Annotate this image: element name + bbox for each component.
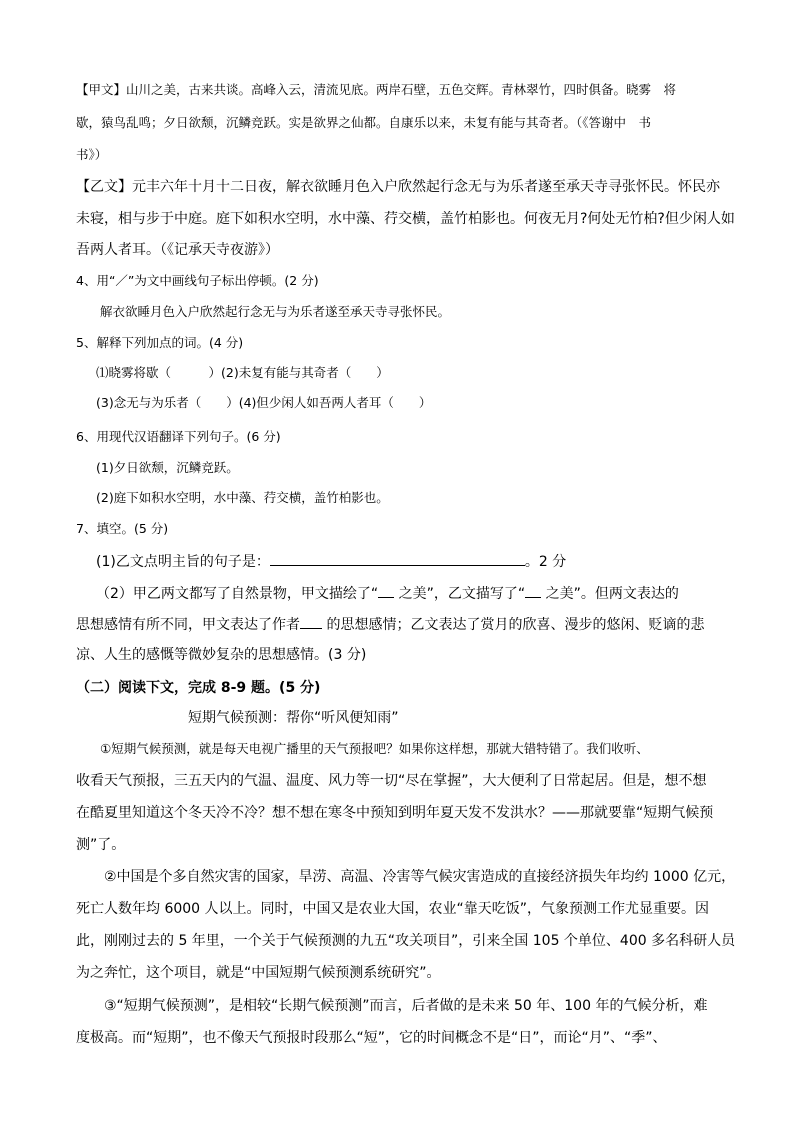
paragraph-2-line-3: 此，刚刚过去的 5 年里，一个关于气候预测的九五“攻关项目”，引来全国 105 个单位、400 多名科研人员 (76, 933, 736, 949)
yi-line-2: 未寝，相与步于中庭。庭下如积水空明，水中藻、荇交横，盖竹柏影也。何夜无月?何处无竹柏?但少闲人如 (76, 211, 735, 227)
yi-line-3: 吾两人者耳。（《记承天寺夜游》） (76, 242, 279, 258)
question-7-item-1-suffix: 。2 分 (524, 554, 567, 570)
paragraph-1-line-3: 在酷夏里知道这个冬天冷不冷？想不想在寒冬中预知到明年夏天发不发洪水？——那就要靠“短期气候预 (76, 805, 714, 821)
answer-blank[interactable] (270, 551, 525, 566)
question-6-title: 6、用现代汉语翻译下列句子。(6 分) (76, 429, 281, 444)
question-7-item-1-prefix: (1)乙文点明主旨的句子是： (96, 554, 270, 570)
question-7-item-2-line-2 (76, 614, 704, 635)
question-7-item-1 (96, 551, 566, 572)
question-7-item-2-line-1 (96, 583, 679, 604)
paragraph-1-line-2: 收看天气预报，三五天内的气温、温度、风力等一切“尽在掌握”，大大便利了日常起居。但是，想不想 (76, 773, 707, 789)
paragraph-3-line-1: ③“短期气候预测”，是相较“长期气候预测”而言，后者做的是未来 50 年、100 年的气候分析，难 (104, 998, 708, 1014)
text-segment: 之美”，乙文描写了“ (398, 586, 526, 602)
paragraph-2-line-2: 死亡人数年均 6000 人以上。同时，中国又是农业大国，农业“靠天吃饭”，气象预测工作尤显重要。因 (76, 901, 710, 917)
section-2-heading: （二）阅读下文，完成 8-9 题。(5 分) (76, 680, 321, 696)
question-7-title: 7、填空。(5 分) (76, 521, 169, 536)
paragraph-2-line-4: 为之奔忙，这个项目，就是“中国短期气候预测系统研究”。 (76, 965, 441, 981)
answer-blank[interactable] (525, 583, 541, 598)
question-5-row-2: (3)念无与为乐者（ ）(4)但少闲人如吾两人者耳（ ） (96, 395, 432, 410)
question-6-item-1: (1)夕日欲颓，沉鳞竞跃。 (96, 460, 239, 475)
question-6-item-2: (2)庭下如积水空明，水中藻、荇交横，盖竹柏影也。 (96, 490, 389, 505)
question-5-title: 5、解释下列加点的词。(4 分) (76, 335, 244, 350)
jia-line-2: 歇，猿鸟乱鸣；夕日欲颓，沉鳞竞跃。实是欲界之仙都。自康乐以来，未复有能与其奇者。（《答谢中 书 (76, 115, 652, 130)
question-5-row-1: ⑴晓雾将歇（ ）(2)未复有能与其奇者（ ） (96, 365, 389, 380)
text-segment: 之美”。但两文表达的 (545, 586, 679, 602)
question-4-title: 4、用“／”为文中画线句子标出停顿。(2 分) (76, 273, 319, 288)
text-segment: 的思想感情；乙文表达了赏月的欣喜、漫步的悠闲、贬谪的悲 (326, 617, 705, 633)
answer-blank[interactable] (300, 614, 322, 629)
paragraph-1-line-1: ①短期气候预测，就是每天电视广播里的天气预报吧？如果你这样想，那就大错特错了。我们收听、 (100, 741, 649, 756)
question-4-sentence: 解衣欲睡月色入户欣然起行念无与为乐者遂至承天寺寻张怀民。 (100, 304, 451, 319)
question-7-item-2-line-3: 凉、人生的感慨等微妙复杂的思想感情。(3 分) (76, 647, 367, 663)
jia-line-3: 书》） (76, 147, 108, 162)
yi-line-1: 【乙文】元丰六年十月十二日夜，解衣欲睡月色入户欣然起行念无与为乐者遂至承天寺寻张怀民。怀民亦 (76, 179, 720, 195)
article-title: 短期气候预测：帮你“听风便知雨” (188, 710, 399, 726)
jia-line-1: 【甲文】山川之美，古来共谈。高峰入云，清流见底。两岸石壁，五色交辉。青林翠竹，四时俱备。晓雾 将 (76, 82, 677, 97)
paragraph-3-line-2: 度极高。而“短期”，也不像天气预报时段那么“短”，它的时间概念不是“日”，而论“月”、“季”、 (76, 1030, 667, 1046)
text-segment: （2）甲乙两文都写了自然景物，甲文描绘了“ (96, 586, 379, 602)
paragraph-2-line-1: ②中国是个多自然灾害的国家，旱涝、高温、冷害等气候灾害造成的直接经济损失年均约 1000 亿元， (104, 869, 736, 885)
paragraph-1-line-4: 测”了。 (76, 837, 126, 853)
text-segment: 思想感情有所不同，甲文表达了作者 (76, 617, 300, 633)
answer-blank[interactable] (378, 583, 394, 598)
